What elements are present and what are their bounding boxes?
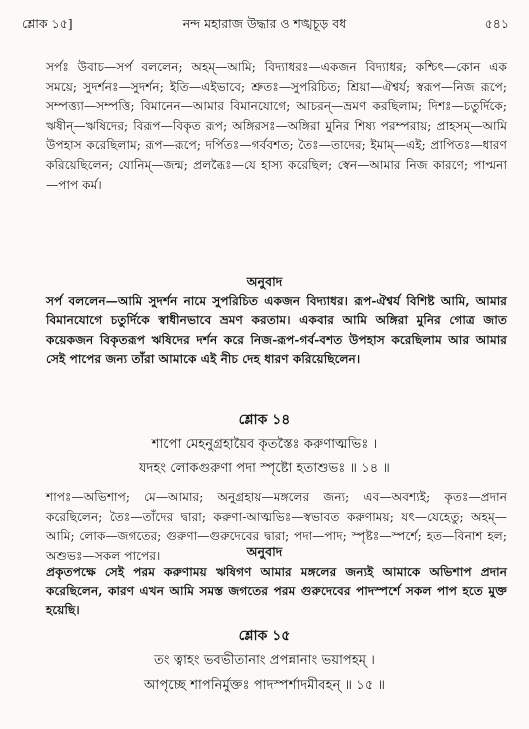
verse-15-line-1: তং ত্বাহং ভবভীতানাং প্রপন্নানাং ভয়াপহম্ । bbox=[153, 653, 376, 668]
translation-heading-2: অনুবাদ bbox=[246, 544, 283, 559]
verse-15-title: শ্লোক ১৫ bbox=[238, 628, 291, 644]
synonyms-verse-14: শাপঃ—অভিশাপ; মে—আমার; অনুগ্রহায়—মঙ্গলের জন্য; এব—অবশ্যই; কৃতঃ—প্রদান করেছিলেন; তৈঃ—তাঁদের দ্বারা; করুণা-আত্মভিঃ—স্বভাবত করুণাময়; যৎ—যেহেতু; অহম্—আমি; লোক—জগতের; গুরুণা—গুরুদেবের দ্বারা; পদা—পাদ; স্পৃষ্টঃ—স্পর্শে; হত—বিনাশ হল; অশুভঃ—সকল পাপের। bbox=[46, 490, 507, 563]
translation-verse-14: প্রকৃতপক্ষে সেই পরম করুণাময় ঋষিগণ আমার মঙ্গলের জন্যই আমাকে অভিশাপ প্রদান করেছিলেন, কারণ এখন আমি সমস্ত জগতের পরম গুরুদেবের পাদস্পর্শে সকল পাপ হতে মুক্ত হয়েছি। bbox=[46, 565, 507, 617]
verse-15-line-2: আপৃচ্ছে শাপনির্মুক্তঃ পাদস্পর্শাদমীবহন্ ॥ ১৫ ॥ bbox=[143, 678, 386, 693]
verse-14-line-2: যদহং লোকগুরুণা পদা স্পৃষ্টো হতাশুভঃ ॥ ১৪ ॥ bbox=[138, 461, 391, 476]
translation-verse-13: সর্প বললেন—আমি সুদর্শন নামে সুপরিচিত একজন বিদ্যাধর। রূপ-ঐশ্বর্য বিশিষ্ট আমি, আমার বিমানযোগে চতুর্দিকে স্বাধীনভাবে ভ্রমণ করতাম। একবার আমি অঙ্গিরা মুনির গোত্র জাত কয়েকজন বিকৃতরূপ ঋষিদের দর্শন করে নিজ-রূপ-গর্ব-বশত উপহাস করেছিলাম আর আমার সেই পাপের জন্য তাঁরা আমাকে এই নীচ দেহ ধারণ করিয়েছিলেন। bbox=[46, 294, 507, 366]
header-chapter-title: নন্দ মহারাজ উদ্ধার ও শঙ্খচূড় বধ bbox=[182, 16, 347, 31]
verse-14-title: শ্লোক ১৪ bbox=[238, 412, 291, 428]
header-page-number: ৫৪১ bbox=[484, 16, 509, 31]
synonyms-verse-13: সর্পঃ উবাচ—সর্প বললেন; অহম্—আমি; বিদ্যাধরঃ—একজন বিদ্যাধর; কশ্চিৎ—কোন এক সময়ে; সুদর্শনঃ—সুদর্শন; ইতি—এইভাবে; শ্রুতঃ—সুপরিচিত; শ্রিয়া—ঐশ্বর্য; স্বরূপ—নিজ রূপে; সম্পত্ত্যা—সম্পত্তি; বিমানেন—আমার বিমানযোগে; আচরন্—ভ্রমণ করছিলাম; দিশঃ—চতুর্দিকে; ঋষীন্—ঋষিদের; বিরূপ—বিকৃত রূপ; অঙ্গিরসঃ—অঙ্গিরা মুনির শিষ্য পরম্পরায়; প্রাহসম্—আমি উপহাস করেছিলাম; রূপ—রূপে; দর্পিতঃ—গর্ববশত; তৈঃ—তাদের; ইমাম্—এই; প্রাপিতঃ—ধারণ করিয়েছিলেন; যোনিম্—জন্ম; প্রলব্ধৈঃ—যে হাস্য করেছিল; স্বেন—আমার নিজ কারণে; পাপ্মনা—পাপ কর্ম। bbox=[46, 60, 507, 192]
translation-heading-1: অনুবাদ bbox=[246, 274, 283, 289]
header-verse-ref: শ্লোক ১৫] bbox=[22, 16, 73, 31]
verse-14-line-1: শাপো মেহনুগ্রহায়ৈব কৃতস্তৈঃ করুণাত্মভিঃ । bbox=[151, 437, 378, 452]
page-header bbox=[16, 16, 513, 36]
